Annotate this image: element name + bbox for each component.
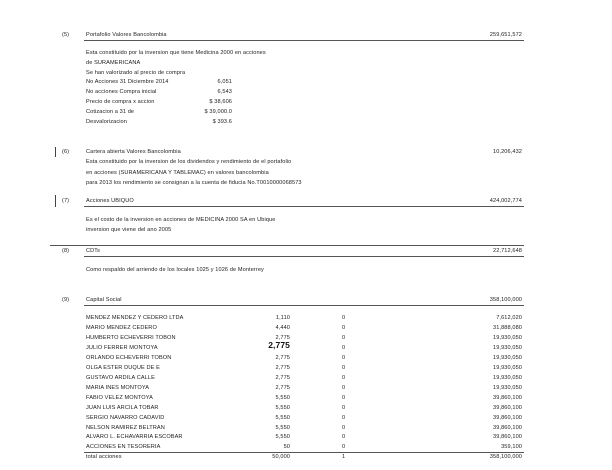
shareholder-value: 39,860,100 (493, 405, 522, 411)
shareholder-value: 39,860,100 (493, 434, 522, 440)
note-5-row-label: Precio de compra x accion (86, 99, 155, 105)
note-5-total: 259,651,572 (489, 32, 522, 38)
total-shares-qty: 50,000 (272, 454, 290, 460)
shareholder-name: FABIO VELEZ MONTOYA (86, 395, 153, 401)
shareholder-zero: 0 (342, 405, 346, 411)
shareholder-zero: 0 (342, 434, 346, 440)
shareholder-qty: 5,550 (275, 405, 290, 411)
shareholder-name: ACCIONES EN TESORERIA (86, 444, 161, 450)
total-shares-value: 358,100,000 (489, 454, 522, 460)
shareholder-value: 7,612,020 (496, 315, 522, 321)
shareholder-zero: 0 (342, 355, 346, 361)
note-5-desc-1: Esta constituido por la inversion que tiene Medicina 2000 en acciones (86, 50, 266, 56)
note-5-desc-3: Se han valorizado al precio de compra (86, 70, 186, 76)
note-8-title: CDTs (86, 248, 101, 254)
note-7-title: Acciones UBIQUO (86, 198, 134, 204)
note-5-rule (84, 40, 524, 41)
note-6-desc-3: para 2013 los rendimiento se consignan a la cuenta de fiducia No.T0010000068573 (86, 180, 302, 186)
note-5-row-value: 6,051 (217, 79, 232, 85)
shareholder-zero: 0 (342, 315, 346, 321)
note-7-rule (84, 206, 524, 207)
shareholder-qty: 2,775 (275, 375, 290, 381)
shareholder-name: GUSTAVO ARDILA CALLE (86, 375, 155, 381)
shareholder-value: 19,930,050 (493, 375, 522, 381)
shareholder-name: MARIO MENDEZ CEDERO (86, 325, 157, 331)
shareholder-qty-highlight: 2,775 (268, 340, 290, 350)
shareholder-value: 19,930,050 (493, 365, 522, 371)
shareholder-qty: 5,550 (275, 415, 290, 421)
shareholder-qty: 5,550 (275, 395, 290, 401)
note-6-desc-2: en acciones (SURAMERICANA Y TABLEMAC) en valores bancolombia (86, 170, 269, 176)
shareholder-value: 19,930,050 (493, 355, 522, 361)
note-5-desc-2: de SURAMERICANA (86, 60, 141, 66)
shareholder-qty: 4,440 (275, 325, 290, 331)
shareholder-zero: 0 (342, 395, 346, 401)
shareholder-name: JUAN LUIS ARCILA TOBAR (86, 405, 159, 411)
note-9-title: Capital Social (86, 297, 122, 303)
shareholder-name: MARIA INES MONTOYA (86, 385, 150, 391)
total-shares-label: total acciones (86, 454, 122, 460)
shareholder-zero: 0 (342, 335, 346, 341)
note-5-row-label: No Acciones 31 Diciembre 2014 (86, 79, 169, 85)
note-5-row-label: No acciones Compra inicial (86, 89, 157, 95)
shareholder-qty: 2,775 (275, 335, 290, 341)
note-6-total: 10,206,432 (493, 149, 522, 155)
shareholder-value: 19,930,050 (493, 385, 522, 391)
note-8-total: 22,712,648 (493, 248, 522, 254)
shareholder-value: 39,860,100 (493, 395, 522, 401)
shareholder-qty: 50 (283, 444, 290, 450)
note-5-row-value: $ 38,606 (209, 99, 232, 105)
shareholder-qty: 5,550 (275, 434, 290, 440)
note-8-rule (84, 256, 524, 257)
note-8-number: (8) (62, 248, 70, 254)
shareholder-qty: 2,775 (275, 355, 290, 361)
shareholder-value: 359,100 (501, 444, 522, 450)
shareholder-name: HUMBERTO ECHEVERRI TOBON (86, 335, 176, 341)
note-5-row-value: $ 393.6 (212, 119, 232, 125)
note-9-rule (84, 305, 524, 306)
shareholder-zero: 0 (342, 385, 346, 391)
total-rule (84, 452, 524, 453)
note-7-desc-1: Es el costo de la inversion en acciones de MEDICINA 2000 SA en Ubique (86, 217, 276, 223)
shareholder-name: NELSON RAMIREZ BELTRAN (86, 425, 165, 431)
note-8-desc-1: Como respaldo del arriendo de los locales 1025 y 1026 de Monterrey (86, 267, 264, 273)
note-6-number: (6) (62, 149, 70, 155)
note-6-marker (55, 147, 56, 157)
note-7-total: 424,002,774 (489, 198, 522, 204)
shareholder-zero: 0 (342, 425, 346, 431)
note-9-number: (9) (62, 297, 70, 303)
shareholder-qty: 5,550 (275, 425, 290, 431)
shareholder-qty: 2,775 (275, 385, 290, 391)
note-5-row-label: Cotizacion a 31 de (86, 109, 135, 115)
shareholder-name: MENDEZ MENDEZ Y CEDERO LTDA (86, 315, 184, 321)
shareholder-name: SERGIO NAVARRO CADAVID (86, 415, 165, 421)
note-7-desc-2: inversion que viene del ano 2005 (86, 227, 172, 233)
total-shares-zero: 1 (342, 454, 346, 460)
shareholder-name: JULIO FERRER MONTOYA (86, 345, 158, 351)
shareholder-name: ORLANDO ECHEVERRI TOBON (86, 355, 172, 361)
shareholder-qty: 1,110 (275, 315, 290, 321)
shareholder-name: OLGA ESTER DUQUE DE E (86, 365, 160, 371)
shareholder-value: 19,930,050 (493, 345, 522, 351)
shareholder-zero: 0 (342, 444, 346, 450)
shareholder-qty: 2,775 (275, 365, 290, 371)
note-9-total: 358,100,000 (489, 297, 522, 303)
shareholder-value: 39,860,100 (493, 415, 522, 421)
shareholder-zero: 0 (342, 365, 346, 371)
shareholder-value: 31,888,080 (493, 325, 522, 331)
shareholder-value: 19,930,050 (493, 335, 522, 341)
note-5-number: (5) (62, 32, 70, 38)
note-5-row-value: 6,543 (217, 89, 232, 95)
note-7-marker (55, 195, 56, 207)
note-5-title: Portafolio Valores Bancolombia (86, 32, 167, 38)
note-5-row-label: Desvalorizacion (86, 119, 127, 125)
shareholder-zero: 0 (342, 345, 346, 351)
shareholder-name: ALVARO L. ECHAVARRIA ESCOBAR (86, 434, 183, 440)
shareholder-zero: 0 (342, 375, 346, 381)
shareholder-zero: 0 (342, 325, 346, 331)
shareholder-zero: 0 (342, 415, 346, 421)
note-6-desc-1: Esta constituido por la inversion de los dividendos y rendimiento de el portafolio (86, 159, 292, 165)
note-8-top-rule (50, 245, 524, 246)
note-6-title: Cartera abierta Valores Bancolombia (86, 149, 181, 155)
note-7-number: (7) (62, 198, 70, 204)
shareholder-value: 39,860,100 (493, 425, 522, 431)
note-5-row-value: $ 39,000.0 (204, 109, 232, 115)
